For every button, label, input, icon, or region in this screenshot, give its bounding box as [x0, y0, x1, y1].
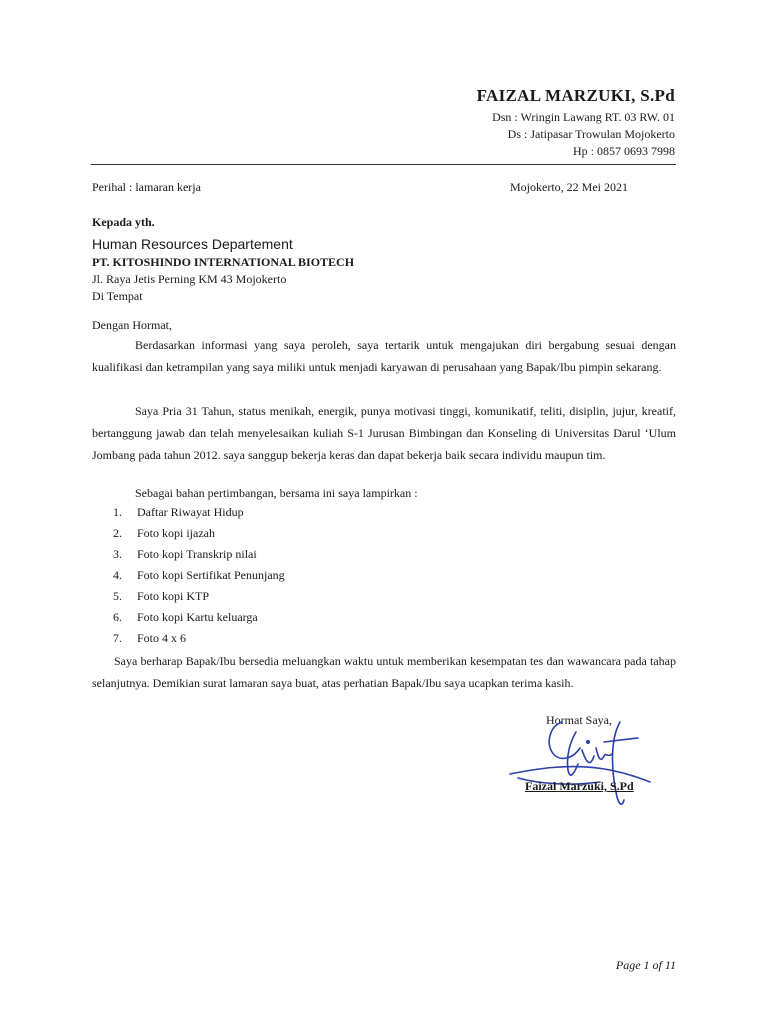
letterhead-address-line1: Dsn : Wringin Lawang RT. 03 RW. 01 — [492, 110, 675, 124]
recipient-street: Jl. Raya Jetis Perning KM 43 Mojokerto — [92, 272, 287, 286]
paragraph-closing: Saya berharap Bapak/Ibu bersedia meluangkan waktu untuk memberikan kesempatan tes dan wawancara pada tahap selanjutnya. Demikian surat lamaran saya buat, atas perhatian Bapak/Ibu saya ucapkan terima kasih. — [92, 654, 676, 690]
list-item-number: 3. — [113, 547, 122, 561]
letterhead-name: FAIZAL MARZUKI, S.Pd — [476, 86, 675, 105]
recipient-salutation: Kepada yth. — [92, 215, 155, 229]
list-item-text: Foto kopi KTP — [137, 589, 210, 603]
list-item-text: Foto kopi ijazah — [137, 526, 215, 540]
list-item-text: Foto kopi Sertifikat Penunjang — [137, 568, 285, 582]
recipient-company: PT. KITOSHINDO INTERNATIONAL BIOTECH — [92, 255, 355, 269]
paragraph-profile: Saya Pria 31 Tahun, status menikah, energik, punya motivasi tinggi, komunikatif, teliti, disiplin, jujur, kreatif, bertanggung jawab dan telah menyelesaikan kuliah S-1 Jurusan Bimbingan dan Konseling di Universitas Darul ‘Ulum Jombang pada tahun 2012. saya sanggup bekerja keras dan dapat bekerja baik secara individu maupun tim. — [92, 404, 676, 462]
signature-closing: Hormat Saya, — [546, 713, 612, 727]
place-date: Mojokerto, 22 Mei 2021 — [510, 180, 628, 194]
list-item-number: 4. — [113, 568, 122, 582]
list-item-text: Foto kopi Transkrip nilai — [137, 547, 257, 561]
list-item-number: 1. — [113, 505, 122, 519]
list-item-text: Foto kopi Kartu keluarga — [137, 610, 258, 624]
list-item-text: Foto 4 x 6 — [137, 631, 187, 645]
paragraph-attachments-intro: Sebagai bahan pertimbangan, bersama ini saya lampirkan : — [135, 486, 418, 500]
recipient-location: Di Tempat — [92, 289, 143, 303]
list-item-number: 5. — [113, 589, 122, 603]
list-item-number: 6. — [113, 610, 122, 624]
list-item-number: 7. — [113, 631, 122, 645]
letterhead-phone: Hp : 0857 0693 7998 — [573, 144, 675, 158]
page-number: Page 1 of 11 — [615, 958, 676, 972]
paragraph-introduction: Berdasarkan informasi yang saya peroleh, saya tertarik untuk mengajukan diri bergabung sesuai dengan kualifikasi dan ketrampilan yang saya miliki untuk menjadi karyawan di perusahaan yang Bapak/Ibu pimpin sekarang. — [92, 338, 676, 374]
list-item-text: Daftar Riwayat Hidup — [137, 505, 244, 519]
letterhead-address-line2: Ds : Jatipasar Trowulan Mojokerto — [507, 127, 675, 141]
recipient-department: Human Resources Departement — [92, 236, 293, 252]
signer-name: Faizal Marzuki, S.Pd — [525, 779, 634, 793]
subject-line: Perihal : lamaran kerja — [92, 180, 201, 194]
letterhead-divider — [91, 164, 676, 165]
greeting: Dengan Hormat, — [92, 318, 172, 332]
list-item-number: 2. — [113, 526, 122, 540]
handwritten-signature — [500, 712, 660, 812]
